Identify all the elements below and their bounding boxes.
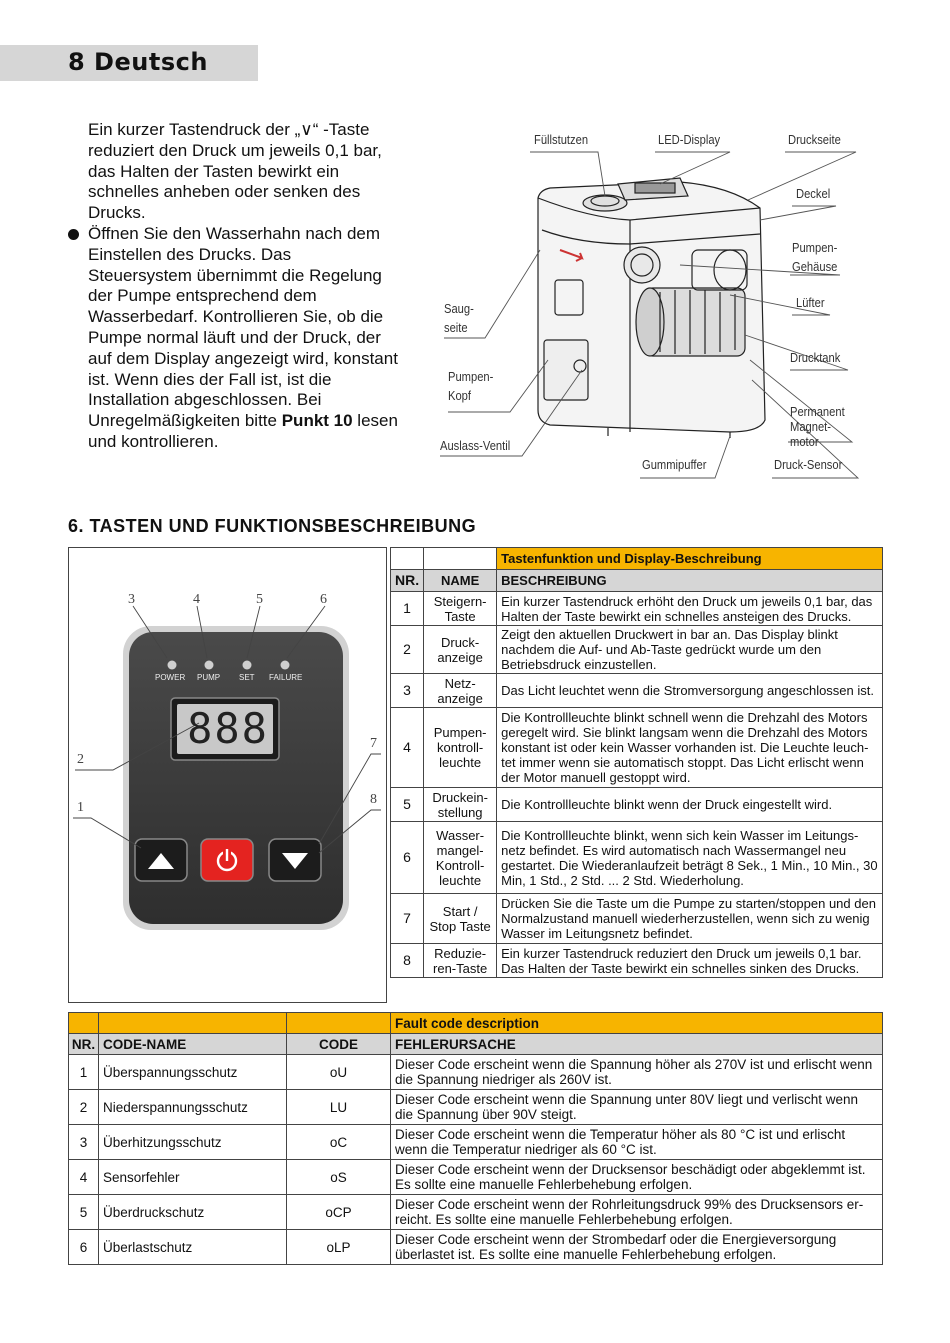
panel-number-7: 7 <box>370 736 377 751</box>
control-panel-illustration <box>69 548 386 1002</box>
label-drucktank: Drucktank <box>790 350 841 365</box>
label-magnet-2: Magnet- <box>790 419 832 434</box>
keys-table-header-row <box>391 570 883 592</box>
header-name: NAME <box>424 570 497 592</box>
header-nr: NR. <box>391 570 424 592</box>
table-row: 1 Überspannungsschutz oU Dieser Code erscheint wenn die Spannung höher als 270V ist und erlischt wenn die Spannung niedriger als 260V ist. <box>69 1055 883 1090</box>
label-saugseite-1: Saug- <box>444 301 474 316</box>
intro-paragraph-2: Öffnen Sie den Wasserhahn nach dem Einstellen des Drucks. Das Steuersystem übernimmt die Regelung der Pumpe entsprechend dem Wasserbedarf. Kontrollieren Sie, ob die Pumpe normal läuft und der Druck, der auf dem Display angezeigt wird, konstant ist. Wenn dies der Fall ist, ist die Installation abgeschlossen. Bei Unregelmäßigkeiten bitte Punkt 10 lesen und kontrollieren. <box>68 224 398 453</box>
panel-number-3: 3 <box>128 592 135 607</box>
table-row: 5 Druckein-stellung Die Kontrollleuchte blinkt wenn der Druck eingestellt wird. <box>391 788 883 822</box>
header-nr: NR. <box>69 1034 99 1055</box>
table-row: 7 Start / Stop Taste Drücken Sie die Taste um die Pumpe zu starten/stoppen und den Normalzustand manuell wiederherzustellen, wenn sich zu wenig Wasser im Leitungsnetz befindet. <box>391 894 883 944</box>
chapter-header <box>0 45 258 81</box>
panel-number-8: 8 <box>370 792 377 807</box>
table-row: 8 Reduzie-ren-Taste Ein kurzer Tastendruck reduziert den Druck um jeweils 0,1 bar. Das Halten der Taste bewirkt ein schnelles sinken des Drucks. <box>391 944 883 978</box>
keys-table-title: Tastenfunktion und Display-Beschreibung <box>497 548 883 570</box>
bullet-icon <box>68 229 79 240</box>
section-title: 6. TASTEN UND FUNKTIONSBESCHREIBUNG <box>68 516 477 536</box>
intro-text <box>68 120 398 453</box>
label-luefter: Lüfter <box>796 295 825 310</box>
label-led-display: LED-Display <box>658 132 721 147</box>
fault-table-title-row <box>69 1013 883 1034</box>
fault-table-header-row <box>69 1034 883 1055</box>
label-magnet-3: motor <box>790 434 819 449</box>
keys-table-title-row <box>391 548 883 570</box>
intro-paragraph-1: Ein kurzer Tastendruck der „∨“ -Taste reduziert den Druck um jeweils 0,1 bar, das Halten der Tasten bewirkt ein schnelles anheben oder senken des Drucks. <box>88 120 382 223</box>
label-druck-sensor: Druck-Sensor <box>774 457 843 472</box>
control-panel-figure <box>68 547 387 1003</box>
panel-number-5: 5 <box>256 592 263 607</box>
panel-number-4: 4 <box>193 592 200 607</box>
header-beschreibung: BESCHREIBUNG <box>497 570 883 592</box>
label-pumpen-kopf-2: Kopf <box>448 388 472 403</box>
label-fuellstutzen: Füllstutzen <box>534 132 589 147</box>
led-label-set: SET <box>239 673 255 682</box>
panel-number-1: 1 <box>77 800 84 815</box>
led-label-pump: PUMP <box>197 673 221 682</box>
label-deckel: Deckel <box>796 186 831 201</box>
header-code-name: CODE-NAME <box>99 1034 287 1055</box>
panel-number-6: 6 <box>320 592 327 607</box>
table-row: 2 Niederspannungsschutz LU Dieser Code erscheint wenn die Spannung unter 80V liegt und verlischt wenn die Spannung über 90V steigt. <box>69 1090 883 1125</box>
table-row: 3 Überhitzungsschutz oC Dieser Code erscheint wenn die Temperatur höher als 80 °C ist und erlischt wenn die Temperatur niedriger als 60 °C ist. <box>69 1125 883 1160</box>
table-row: 4 Sensorfehler oS Dieser Code erscheint wenn der Drucksensor beschädigt oder abgeklemmt ist. Es sollte eine manuelle Fehlerbehebung erfolgen. <box>69 1160 883 1195</box>
header-code: CODE <box>287 1034 391 1055</box>
table-row: 5 Überdruckschutz oCP Dieser Code erscheint wenn der Rohrleitungsdruck 99% des Drucksensors erreicht. Es sollte eine manuelle Fehlerbehebung erfolgen. <box>69 1195 883 1230</box>
label-pumpen-gehaeuse-2: Gehäuse <box>792 259 838 274</box>
panel-number-2: 2 <box>77 752 84 767</box>
label-gummipuffer: Gummipuffer <box>642 457 707 472</box>
label-pumpen-gehaeuse-1: Pumpen- <box>792 240 838 255</box>
chapter-title: 8 Deutsch <box>68 48 208 76</box>
led-label-failure: FAILURE <box>269 673 303 682</box>
led-label-power: POWER <box>155 673 186 682</box>
label-magnet-1: Permanent <box>790 404 845 419</box>
display-digits: 888 <box>187 704 269 753</box>
keys-table <box>390 547 883 978</box>
label-pumpen-kopf-1: Pumpen- <box>448 369 494 384</box>
table-row: 6 Überlastschutz oLP Dieser Code erscheint wenn der Strombedarf oder die Energieversorgung überlastet ist. Es sollte eine manuelle Fehlerbehebung erfolgen. <box>69 1230 883 1265</box>
table-row: 2 Druck-anzeige Zeigt den aktuellen Druckwert in bar an. Das Display blinkt nachdem die Auf- und Ab-Taste gedrückt wurde um den Betriebsdruck einzustellen. <box>391 626 883 674</box>
pump-diagram <box>430 120 870 485</box>
header-fehlerursache: FEHLERURSACHE <box>391 1034 883 1055</box>
table-row: 3 Netz-anzeige Das Licht leuchtet wenn die Stromversorgung angeschlossen ist. <box>391 674 883 708</box>
fault-code-table <box>68 1012 883 1265</box>
table-row: 1 Steigern-Taste Ein kurzer Tastendruck erhöht den Druck um jeweils 0,1 bar, das Halten der Taste bewirkt ein schnelles ansteigen des Drucks. <box>391 592 883 626</box>
label-saugseite-2: seite <box>444 320 468 335</box>
table-row: 4 Pumpen-kontroll-leuchte Die Kontrollleuchte blinkt schnell wenn die Drehzahl des Motors geregelt wird. Sie blinkt langsam wenn die Drehzahl des Motors konstant ist oder kein Wasser vorhanden ist. Die Leuchte leuchtet immer wenn sie automatisch stoppt. Das Licht erlischt wenn der Motor manuell gestoppt wird. <box>391 708 883 788</box>
fault-table-title: Fault code description <box>391 1013 883 1034</box>
table-row: 6 Wasser-mangel-Kontroll-leuchte Die Kontrollleuchte blinkt, wenn sich kein Wasser im Leitungsnetz befindet. Es wird automatisch nach Wassermangel neu gestartet. Die Wiederanlaufzeit beträgt 8 Sek., 1 Min., 10 Min., 30 Min, 1 Std., 2 Std. ... 2 Std. Wiederholung. <box>391 822 883 894</box>
label-auslass-ventil: Auslass-Ventil <box>440 438 511 453</box>
label-druckseite: Druckseite <box>788 132 841 147</box>
